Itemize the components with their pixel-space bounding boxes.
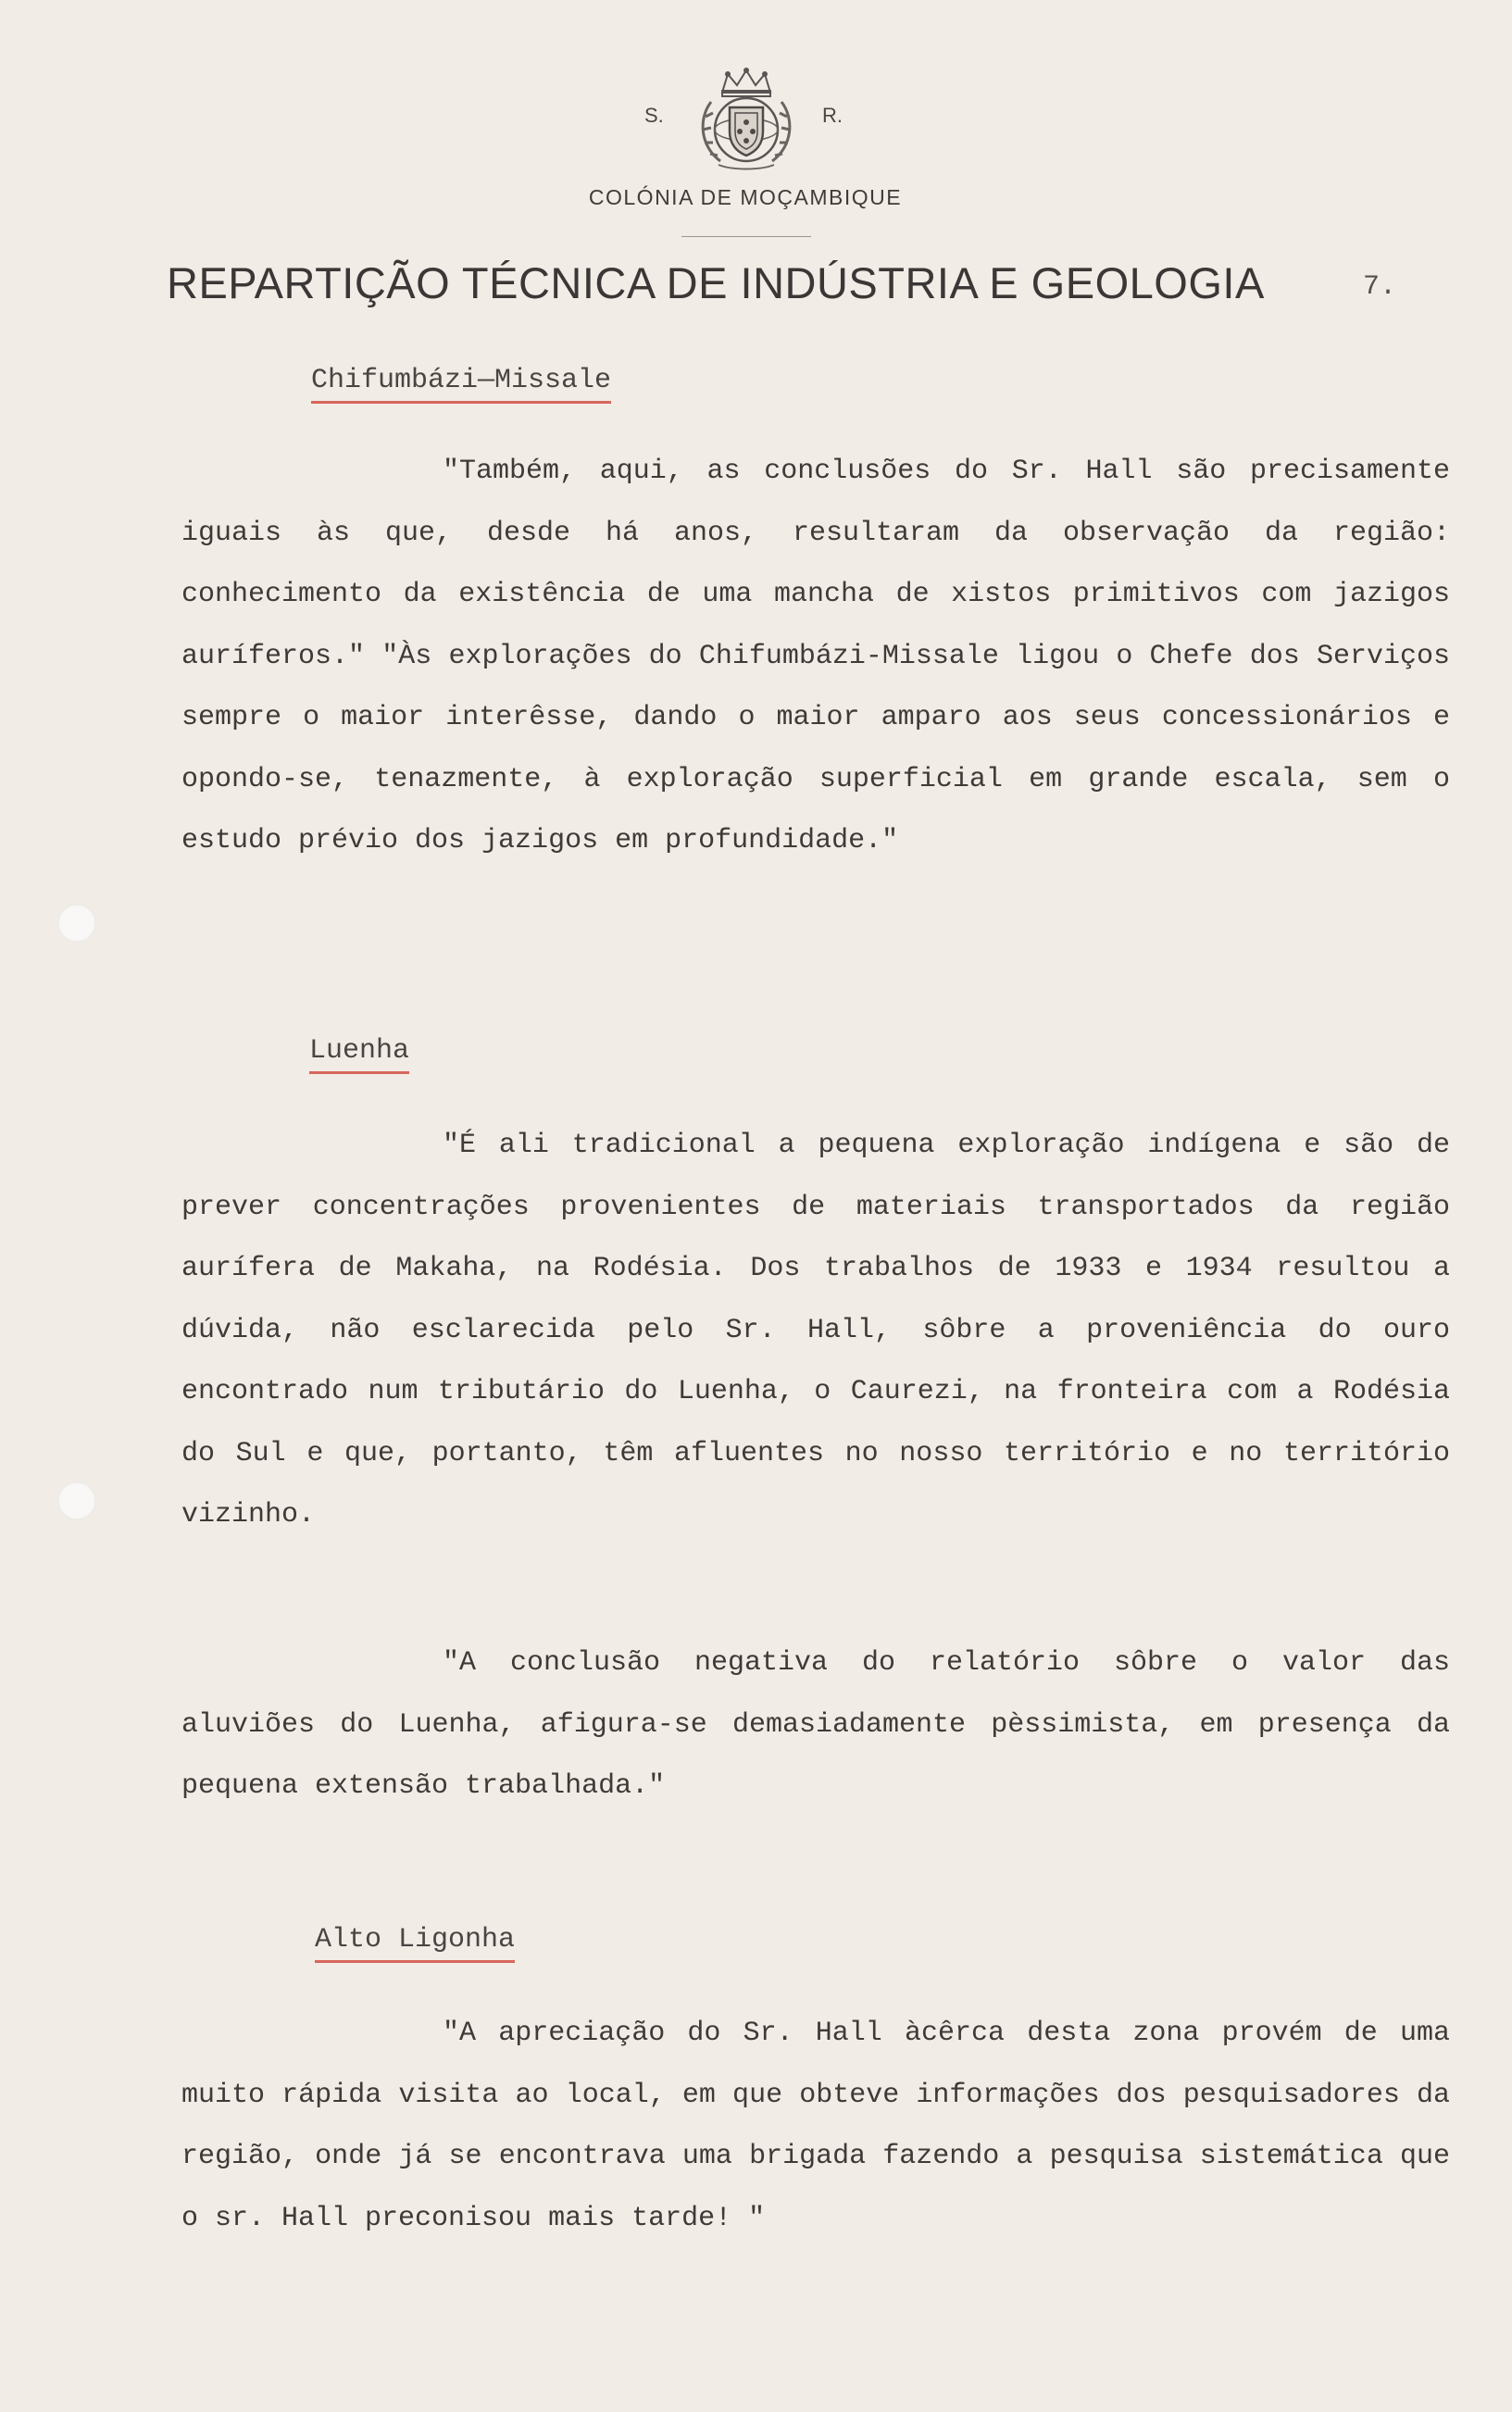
- department-title: REPARTIÇÃO TÉCNICA DE INDÚSTRIA E GEOLOGIA: [167, 258, 1265, 307]
- paragraph: "A apreciação do Sr. Hall àcêrca desta zona provém de uma muito rápida visita ao local, em que obteve informações dos pesquisadores da região, onde já se encontrava uma brigada fazendo a pesquisa sistemática que o sr. Hall preconisou mais tarde! ": [181, 2018, 1450, 2234]
- paragraph: "É ali tradicional a pequena exploração indígena e são de prever concentrações provenientes de materiais transportados da região aurífera de Makaha, na Rodésia. Dos trabalhos de 1933 e 1934 resultou a dúvida, não esclarecida pelo Sr. Hall, sôbre a proveniência do ouro encontrado num tributário do Luenha, o Caurezi, na fronteira com a Rodésia do Sul e que, portanto, têm afluentes no nosso território e no território vizinho.: [181, 1130, 1450, 1531]
- punch-hole: [57, 904, 96, 943]
- left-initial: S.: [644, 104, 664, 127]
- header-divider: [681, 236, 811, 237]
- right-initial: R.: [822, 104, 843, 127]
- punch-hole: [57, 1481, 96, 1520]
- colony-name: COLÓNIA DE MOÇAMBIQUE: [588, 185, 903, 209]
- section-heading: Alto Ligonha: [315, 1924, 515, 1963]
- page-number: 7.: [1363, 271, 1397, 303]
- paragraph: "A conclusão negativa do relatório sôbre o valor das aluviões do Luenha, afigura-se demasiadamente pèssimista, em presença da pequena extensão trabalhada.": [181, 1647, 1450, 1802]
- section-heading: Luenha: [309, 1035, 409, 1074]
- coat-of-arms-icon: [691, 65, 802, 174]
- paragraph: "Também, aqui, as conclusões do Sr. Hall são precisamente iguais às que, desde há anos, resultaram da observação da região: conhecimento da existência de uma mancha de xistos primitivos com jazigos auríferos." "Às explorações do Chifumbázi-Missale ligou o Chefe dos Serviços sempre o maior interêsse, dando o maior amparo aos seus concessionários e opondo-se, tenazmente, à exploração superficial em grande escala, sem o estudo prévio dos jazigos em profundidade.": [181, 456, 1450, 856]
- section-heading: Chifumbázi—Missale: [311, 365, 611, 404]
